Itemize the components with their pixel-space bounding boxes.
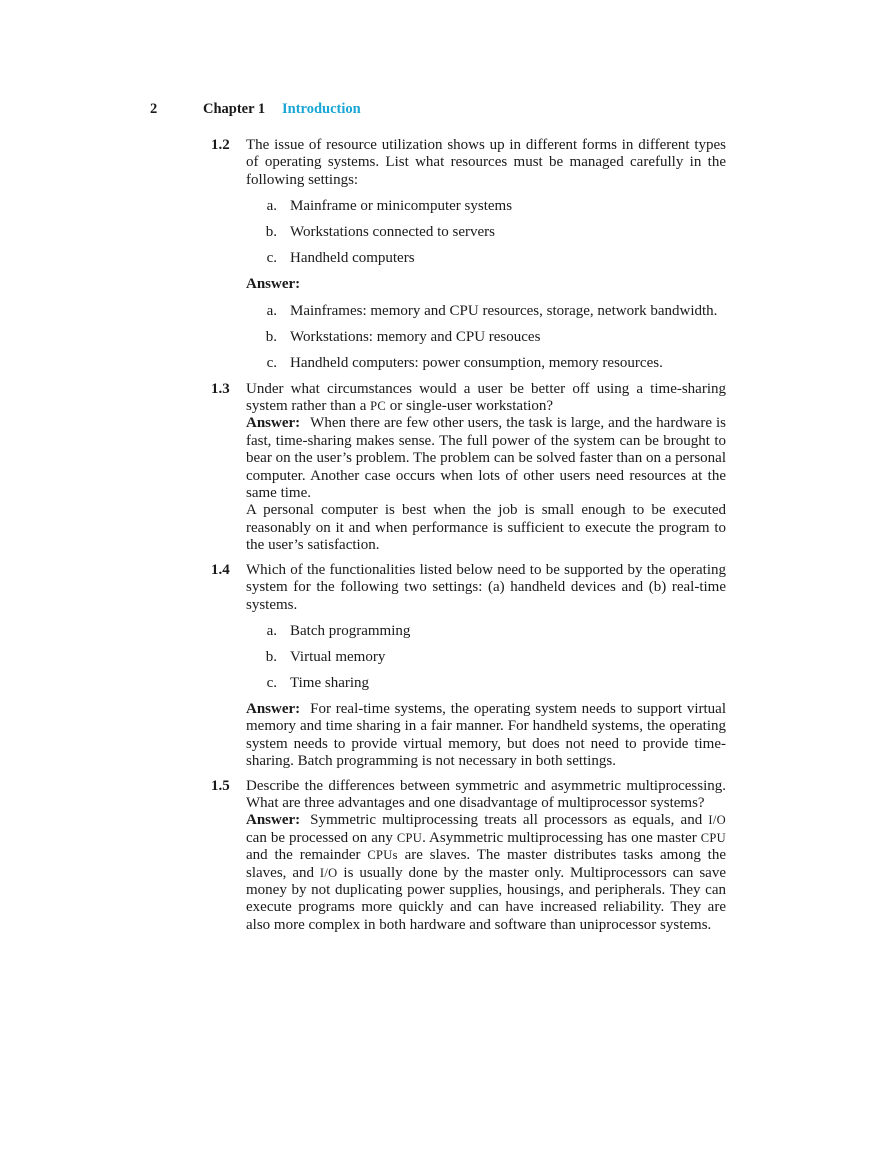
page-number: 2 <box>150 101 158 117</box>
list-item-text: Virtual memory <box>290 648 386 665</box>
question-list <box>246 623 726 692</box>
list-item <box>246 198 726 215</box>
answer-label: Answer: <box>246 415 301 432</box>
list-item-text: Mainframes: memory and CPU resources, storage, network bandwidth. <box>290 302 718 319</box>
question-text: Describe the differences between symmetric and asymmetric multiprocessing. What are three advantages and one disadvantage of multiprocessor systems? <box>246 777 726 811</box>
page-content <box>0 137 893 941</box>
chapter-label: Chapter 1 <box>203 101 266 117</box>
exercise-1-5 <box>0 778 893 935</box>
list-item <box>246 303 726 320</box>
answer-label: Answer: <box>246 812 301 829</box>
running-head <box>0 101 893 121</box>
list-item-text: Workstations connected to servers <box>290 224 495 241</box>
list-marker: b. <box>265 648 277 665</box>
list-marker: c. <box>266 674 277 691</box>
answer-text <box>246 812 726 934</box>
list-item-text: Handheld computers: power consumption, memory resources. <box>290 354 663 371</box>
list-marker: c. <box>266 250 277 267</box>
answer-text <box>246 415 726 502</box>
list-item <box>246 649 726 666</box>
answer-text <box>246 701 726 771</box>
exercise-1-2 <box>0 137 893 372</box>
text-run: are slaves. The master distributes tasks among the slaves, and <box>246 847 727 881</box>
small-caps-text: PC <box>370 399 387 414</box>
list-item-text: Mainframe or minicomputer systems <box>290 198 513 215</box>
chapter-title: Introduction <box>282 101 361 117</box>
exercise-1-3 <box>0 381 893 555</box>
answer-text-continued: A personal computer is best when the job is small enough to be executed reasonably on it and when performance is sufficient to execute the program to the user’s satisfaction. <box>246 502 726 554</box>
small-caps-text: CPU <box>700 830 726 845</box>
list-marker: c. <box>266 354 277 371</box>
text-run: or single-user workstation? <box>386 398 554 415</box>
question-text <box>246 381 726 416</box>
small-caps-text: CPUs <box>367 848 398 863</box>
text-run: can be processed on any <box>246 829 397 846</box>
list-marker: a. <box>266 198 277 215</box>
exercise-body <box>246 562 726 771</box>
small-caps-text: I/O <box>708 813 726 828</box>
exercise-body <box>246 778 726 935</box>
list-item-text: Handheld computers <box>290 250 415 267</box>
small-caps-text: I/O <box>319 865 338 880</box>
exercise-number: 1.5 <box>211 777 230 794</box>
list-item-text: Time sharing <box>290 674 370 691</box>
list-item <box>246 224 726 241</box>
list-item <box>246 675 726 692</box>
exercise-number: 1.3 <box>211 380 230 397</box>
text-run: . Asymmetric multiprocessing has one master <box>422 829 701 846</box>
text-run: Under what circumstances would a user be better off using a time-sharing system rather than a <box>246 380 726 415</box>
list-marker: a. <box>266 302 277 319</box>
list-marker: a. <box>266 622 277 639</box>
text-run: When there are few other users, the task is large, and the hardware is fast, time-sharing makes sense. The full power of the system can be brought to bear on the user’s problem. The problem can be solved faster than on a personal computer. Another case occurs when lots of other users need resources at the same time. <box>246 415 726 502</box>
question-list <box>246 198 726 267</box>
text-run: is usually done by the master only. Multiprocessors can save money by not duplicating power supplies, housings, and peripherals. They can execute programs more quickly and can have increased reliability. They are also more complex in both hardware and software than uniprocessor systems. <box>246 864 726 933</box>
small-caps-text: CPU <box>396 830 423 845</box>
list-marker: b. <box>265 224 277 241</box>
answer-list <box>246 303 726 372</box>
list-item-text: Batch programming <box>290 622 411 639</box>
text-run: and the remainder <box>246 847 368 864</box>
exercise-number: 1.4 <box>211 561 230 578</box>
exercise-1-4 <box>0 562 893 771</box>
list-item <box>246 329 726 346</box>
answer-label: Answer: <box>246 700 301 717</box>
exercise-number: 1.2 <box>211 137 230 153</box>
exercise-body <box>246 137 726 372</box>
list-marker: b. <box>265 328 277 345</box>
list-item <box>246 250 726 267</box>
list-item-text: Workstations: memory and CPU resouces <box>290 328 541 345</box>
list-item <box>246 623 726 640</box>
question-text: The issue of resource utilization shows up in different forms in different types of operating systems. List what resources must be managed carefully in the following settings: <box>246 137 726 188</box>
answer-heading: Answer: <box>246 276 301 293</box>
exercise-body <box>246 381 726 555</box>
question-text: Which of the functionalities listed below need to be supported by the operating system for the following two settings: (a) handheld devices and (b) real-time systems. <box>246 561 726 613</box>
text-run: Symmetric multiprocessing treats all processors as equals, and <box>310 812 709 829</box>
text-run: For real-time systems, the operating system needs to support virtual memory and time sharing in a fair manner. For handheld systems, the operating system needs to provide virtual memory, but does not need to provide time-sharing. Batch programming is not necessary in both settings. <box>246 700 726 770</box>
list-item <box>246 355 726 372</box>
